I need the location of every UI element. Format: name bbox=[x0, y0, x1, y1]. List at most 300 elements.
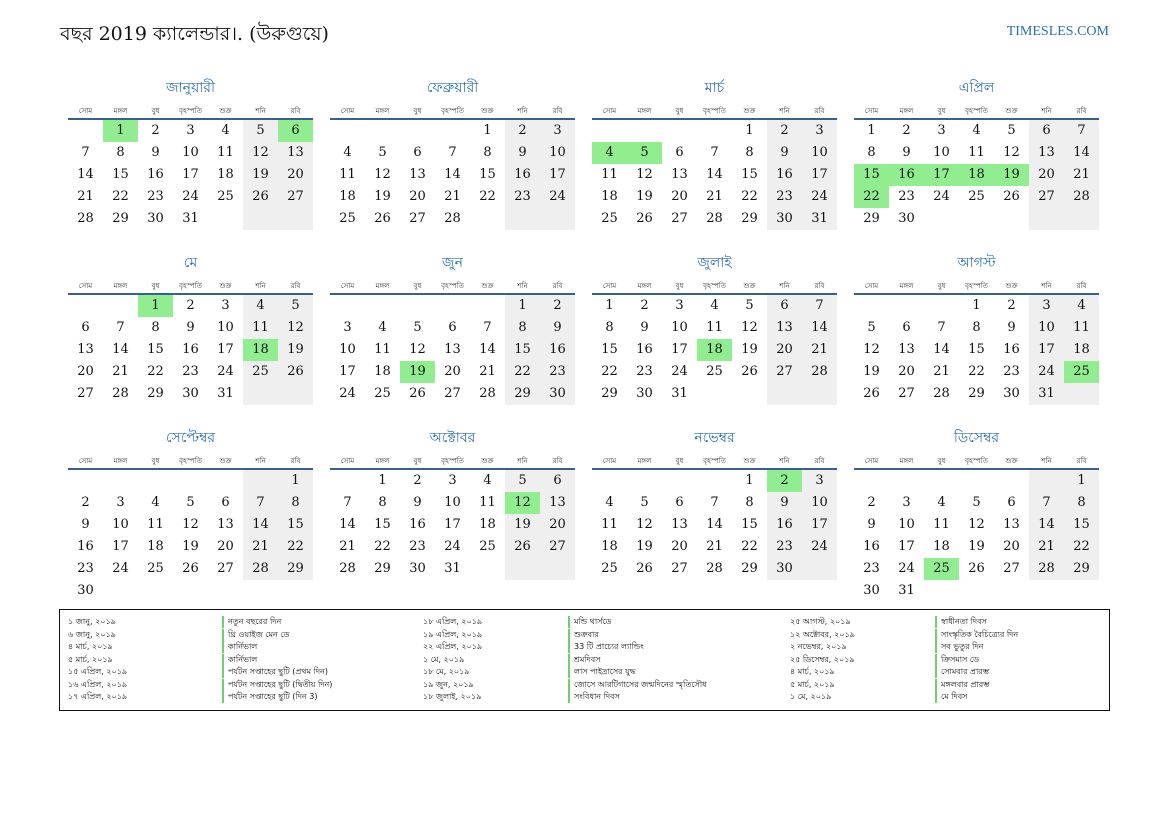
day-cell: 28 bbox=[444, 211, 461, 226]
day-cell: 12 bbox=[287, 320, 304, 335]
day-cell: 12 bbox=[863, 342, 880, 357]
day-cell: 21 bbox=[112, 364, 129, 379]
day-cell: 11 bbox=[252, 320, 269, 335]
day-cell: 15 bbox=[601, 342, 618, 357]
weekday-label: রবি bbox=[290, 107, 301, 115]
weekday-label: রবি bbox=[1076, 107, 1087, 115]
day-cell: 11 bbox=[601, 517, 618, 532]
day-cell: 19 bbox=[252, 167, 269, 182]
day-cell: 6 bbox=[448, 320, 457, 335]
day-cell: 7 bbox=[815, 298, 824, 313]
day-cell: 4 bbox=[937, 495, 946, 510]
day-cell: 5 bbox=[413, 320, 422, 335]
holiday-date: ৪ মার্চ, ২০১৯ bbox=[68, 642, 113, 651]
day-cell: 28 bbox=[811, 364, 828, 379]
holiday-date: ১৭ এপ্রিল, ২০১৯ bbox=[68, 692, 128, 701]
day-cell: 27 bbox=[1003, 561, 1020, 576]
day-cell: 16 bbox=[182, 342, 199, 357]
day-cell: 2 bbox=[413, 473, 422, 488]
day-cell: 4 bbox=[972, 123, 981, 138]
day-cell: 7 bbox=[448, 145, 457, 160]
day-cell: 30 bbox=[636, 386, 653, 401]
month-10 bbox=[330, 422, 575, 594]
day-cell: 28 bbox=[252, 561, 269, 576]
holiday-date: ৬ জানু, ২০১৯ bbox=[68, 629, 116, 639]
day-cell: 8 bbox=[518, 320, 527, 335]
day-cell: 6 bbox=[1007, 495, 1016, 510]
day-cell: 19 bbox=[863, 364, 880, 379]
day-cell: 31 bbox=[1038, 386, 1055, 401]
month-name: সেপ্টেম্বর bbox=[165, 430, 216, 446]
day-cell: 4 bbox=[256, 298, 265, 313]
weekday-label: বুধ bbox=[937, 107, 946, 115]
weekday-label: সোম bbox=[864, 457, 879, 465]
holiday-name: লাস পাইদ্রাসের যুদ্ধ bbox=[568, 666, 636, 678]
weekday-label: রবি bbox=[1076, 282, 1087, 290]
weekday-label: সোম bbox=[340, 107, 355, 115]
holiday-date: ৪ মার্চ, ২০১৯ bbox=[790, 667, 835, 676]
day-cell: 30 bbox=[776, 561, 793, 576]
day-cell: 23 bbox=[409, 539, 426, 554]
day-cell: 10 bbox=[444, 495, 461, 510]
day-cell: 3 bbox=[902, 495, 911, 510]
weekday-label: রবি bbox=[290, 282, 301, 290]
holiday-name: সোমবার প্রারম্ভ bbox=[935, 666, 989, 678]
day-cell: 25 bbox=[374, 386, 391, 401]
day-cell: 20 bbox=[776, 342, 793, 357]
day-cell: 3 bbox=[186, 123, 195, 138]
day-cell: 21 bbox=[77, 189, 94, 204]
day-cell: 7 bbox=[710, 145, 719, 160]
day-cell: 2 bbox=[780, 123, 789, 138]
day-cell: 21 bbox=[444, 189, 461, 204]
day-cell: 23 bbox=[549, 364, 566, 379]
day-cell: 9 bbox=[780, 495, 789, 510]
day-cell: 23 bbox=[776, 539, 793, 554]
weekday-label: মঙ্গল bbox=[375, 282, 390, 290]
day-cell: 24 bbox=[217, 364, 234, 379]
day-cell: 13 bbox=[217, 517, 234, 532]
weekday-label: শনি bbox=[779, 282, 790, 290]
day-cell: 2 bbox=[81, 495, 90, 510]
day-cell: 28 bbox=[933, 386, 950, 401]
holiday-date: ১৫ এপ্রিল, ২০১৯ bbox=[68, 667, 128, 676]
day-cell: 28 bbox=[1038, 561, 1055, 576]
day-cell: 21 bbox=[339, 539, 356, 554]
holiday-date: ৫ মার্চ, ২০১৯ bbox=[68, 654, 113, 664]
day-cell: 10 bbox=[182, 145, 199, 160]
weekday-label: শনি bbox=[1041, 457, 1052, 465]
day-cell: 20 bbox=[217, 539, 234, 554]
holiday-date: ১৬ এপ্রিল, ২০১৯ bbox=[68, 679, 128, 689]
day-cell: 17 bbox=[217, 342, 234, 357]
weekday-label: সোম bbox=[602, 107, 617, 115]
day-cell: 15 bbox=[112, 167, 129, 182]
weekday-label: বুধ bbox=[413, 457, 422, 465]
holiday-name: সব ভুতুর দিন bbox=[935, 641, 983, 653]
month-5 bbox=[68, 247, 313, 419]
day-cell: 28 bbox=[339, 561, 356, 576]
day-cell: 22 bbox=[374, 539, 391, 554]
day-cell: 2 bbox=[151, 123, 160, 138]
weekday-label: বুধ bbox=[675, 457, 684, 465]
weekday-label: শনি bbox=[255, 457, 266, 465]
day-cell: 4 bbox=[483, 473, 492, 488]
holiday-name: পর্যটন সপ্তাহের ছুটি (দিন 3) bbox=[222, 691, 317, 703]
weekday-label: শুক্র bbox=[481, 282, 494, 290]
weekday-label: বৃহস্পতি bbox=[703, 107, 726, 115]
holiday-day: 19 bbox=[400, 361, 435, 383]
day-cell: 25 bbox=[601, 561, 618, 576]
day-cell: 24 bbox=[444, 539, 461, 554]
day-cell: 10 bbox=[1038, 320, 1055, 335]
day-cell: 2 bbox=[640, 298, 649, 313]
day-cell: 26 bbox=[182, 561, 199, 576]
day-cell: 4 bbox=[605, 495, 614, 510]
day-cell: 29 bbox=[968, 386, 985, 401]
weekday-label: রবি bbox=[552, 107, 563, 115]
day-cell: 23 bbox=[147, 189, 164, 204]
day-cell: 28 bbox=[77, 211, 94, 226]
day-cell: 16 bbox=[77, 539, 94, 554]
day-cell: 19 bbox=[636, 539, 653, 554]
day-cell: 30 bbox=[147, 211, 164, 226]
day-cell: 17 bbox=[1038, 342, 1055, 357]
day-cell: 15 bbox=[479, 167, 496, 182]
holiday-date: ১৮ মে, ২০১৯ bbox=[423, 667, 470, 676]
holiday-day: 25 bbox=[924, 558, 959, 580]
day-cell: 20 bbox=[1038, 167, 1055, 182]
day-cell: 22 bbox=[741, 539, 758, 554]
weekday-label: রবি bbox=[814, 457, 825, 465]
day-cell: 6 bbox=[413, 145, 422, 160]
day-cell: 21 bbox=[706, 189, 723, 204]
day-cell: 11 bbox=[601, 167, 618, 182]
weekday-label: বুধ bbox=[937, 282, 946, 290]
day-cell: 17 bbox=[671, 342, 688, 357]
month-name: জুন bbox=[442, 255, 463, 271]
holiday-date: ১৯ এপ্রিল, ২০১৯ bbox=[423, 629, 483, 639]
day-cell: 14 bbox=[706, 517, 723, 532]
weekday-label: রবি bbox=[1076, 457, 1087, 465]
day-cell: 5 bbox=[256, 123, 265, 138]
day-cell: 8 bbox=[745, 145, 754, 160]
day-cell: 26 bbox=[636, 561, 653, 576]
month-name: ডিসেম্বর bbox=[953, 430, 1000, 446]
day-cell: 13 bbox=[1003, 517, 1020, 532]
day-cell: 31 bbox=[671, 386, 688, 401]
day-cell: 27 bbox=[776, 364, 793, 379]
day-cell: 7 bbox=[256, 495, 265, 510]
day-cell: 25 bbox=[601, 211, 618, 226]
day-cell: 26 bbox=[741, 364, 758, 379]
day-cell: 10 bbox=[549, 145, 566, 160]
weekday-label: রবি bbox=[552, 282, 563, 290]
holiday-date: ১২ অক্টোবর, ২০১৯ bbox=[790, 629, 855, 639]
weekday-label: সোম bbox=[78, 457, 93, 465]
day-cell: 6 bbox=[780, 298, 789, 313]
day-cell: 10 bbox=[811, 495, 828, 510]
day-cell: 12 bbox=[374, 167, 391, 182]
day-cell: 15 bbox=[514, 342, 531, 357]
holiday-day: 19 bbox=[994, 164, 1029, 186]
holiday-name: থ্রি ওয়াইজ মেন ডে bbox=[222, 629, 289, 641]
day-cell: 22 bbox=[514, 364, 531, 379]
holiday-name: মঙ্গলবার প্রারম্ভ bbox=[935, 679, 989, 691]
day-cell: 3 bbox=[815, 473, 824, 488]
day-cell: 11 bbox=[968, 145, 985, 160]
weekday-label: শুক্র bbox=[481, 457, 494, 465]
holiday-date: ২২ এপ্রিল, ২০১৯ bbox=[423, 642, 483, 651]
day-cell: 30 bbox=[549, 386, 566, 401]
day-cell: 5 bbox=[1007, 123, 1016, 138]
page-title: বছর 2019 ক্যালেন্ডার।. (উরুগুয়ে) bbox=[60, 23, 329, 45]
day-cell: 14 bbox=[252, 517, 269, 532]
day-cell: 23 bbox=[77, 561, 94, 576]
site-link[interactable]: TIMESLES.COM bbox=[1006, 24, 1109, 39]
day-cell: 7 bbox=[343, 495, 352, 510]
holiday-day: 18 bbox=[697, 339, 732, 361]
day-cell: 17 bbox=[339, 364, 356, 379]
holiday-name: কার্নিভাল bbox=[222, 654, 257, 666]
day-cell: 18 bbox=[217, 167, 234, 182]
day-cell: 20 bbox=[898, 364, 915, 379]
day-cell: 30 bbox=[77, 583, 94, 598]
day-cell: 12 bbox=[741, 320, 758, 335]
day-cell: 24 bbox=[339, 386, 356, 401]
day-cell: 14 bbox=[339, 517, 356, 532]
day-cell: 1 bbox=[483, 123, 492, 138]
day-cell: 19 bbox=[968, 539, 985, 554]
day-cell: 25 bbox=[339, 211, 356, 226]
weekday-label: মঙ্গল bbox=[899, 457, 914, 465]
weekday-label: শুক্র bbox=[1005, 457, 1018, 465]
day-cell: 31 bbox=[217, 386, 234, 401]
day-cell: 11 bbox=[147, 517, 164, 532]
day-cell: 18 bbox=[479, 517, 496, 532]
day-cell: 28 bbox=[706, 211, 723, 226]
weekday-label: মঙ্গল bbox=[899, 107, 914, 115]
day-cell: 30 bbox=[776, 211, 793, 226]
day-cell: 24 bbox=[811, 539, 828, 554]
day-cell: 16 bbox=[863, 539, 880, 554]
weekday-label: সোম bbox=[78, 282, 93, 290]
day-cell: 27 bbox=[217, 561, 234, 576]
day-cell: 1 bbox=[605, 298, 614, 313]
holiday-date: ২৫ আগস্ট, ২০১৯ bbox=[790, 617, 851, 626]
day-cell: 18 bbox=[601, 189, 618, 204]
holiday-day: 5 bbox=[627, 142, 662, 164]
day-cell: 30 bbox=[898, 211, 915, 226]
day-cell: 27 bbox=[898, 386, 915, 401]
day-cell: 26 bbox=[863, 386, 880, 401]
day-cell: 18 bbox=[339, 189, 356, 204]
holiday-list bbox=[59, 609, 1110, 711]
holiday-date: ১৮ এপ্রিল, ২০১৯ bbox=[423, 617, 483, 626]
day-cell: 27 bbox=[1038, 189, 1055, 204]
day-cell: 20 bbox=[671, 539, 688, 554]
day-cell: 9 bbox=[151, 145, 160, 160]
day-cell: 13 bbox=[287, 145, 304, 160]
day-cell: 10 bbox=[217, 320, 234, 335]
holiday-day: 2 bbox=[767, 470, 802, 492]
day-cell: 1 bbox=[972, 298, 981, 313]
day-cell: 21 bbox=[811, 342, 828, 357]
weekday-label: বুধ bbox=[937, 457, 946, 465]
day-cell: 19 bbox=[287, 342, 304, 357]
day-cell: 27 bbox=[77, 386, 94, 401]
holiday-date: ২ নভেম্বর, ২০১৯ bbox=[790, 642, 847, 651]
holiday-day: 1 bbox=[103, 120, 138, 142]
day-cell: 26 bbox=[252, 189, 269, 204]
day-cell: 17 bbox=[811, 517, 828, 532]
holiday-day: 18 bbox=[959, 164, 994, 186]
day-cell: 5 bbox=[745, 298, 754, 313]
weekday-label: সোম bbox=[340, 282, 355, 290]
day-cell: 7 bbox=[1077, 123, 1086, 138]
holiday-date: ৫ মার্চ, ২০১৯ bbox=[790, 679, 835, 689]
day-cell: 9 bbox=[518, 145, 527, 160]
day-cell: 20 bbox=[1003, 539, 1020, 554]
weekday-label: মঙ্গল bbox=[113, 107, 128, 115]
day-cell: 22 bbox=[147, 364, 164, 379]
day-cell: 6 bbox=[1042, 123, 1051, 138]
day-cell: 6 bbox=[81, 320, 90, 335]
day-cell: 12 bbox=[1003, 145, 1020, 160]
day-cell: 14 bbox=[77, 167, 94, 182]
day-cell: 9 bbox=[867, 517, 876, 532]
day-cell: 12 bbox=[636, 517, 653, 532]
weekday-label: মঙ্গল bbox=[637, 457, 652, 465]
day-cell: 22 bbox=[968, 364, 985, 379]
day-cell: 9 bbox=[902, 145, 911, 160]
day-cell: 15 bbox=[287, 517, 304, 532]
weekday-label: রবি bbox=[814, 107, 825, 115]
holiday-name: মে দিবস bbox=[935, 691, 967, 703]
day-cell: 6 bbox=[221, 495, 230, 510]
day-cell: 29 bbox=[863, 211, 880, 226]
day-cell: 3 bbox=[116, 495, 125, 510]
month-name: অক্টোবর bbox=[429, 430, 476, 446]
holiday-name: নতুন বছরের দিন bbox=[222, 616, 281, 628]
day-cell: 3 bbox=[1042, 298, 1051, 313]
day-cell: 26 bbox=[968, 561, 985, 576]
holiday-name: শ্রমদিবস bbox=[568, 654, 601, 666]
weekday-label: বৃহস্পতি bbox=[965, 457, 988, 465]
day-cell: 9 bbox=[780, 145, 789, 160]
day-cell: 1 bbox=[867, 123, 876, 138]
day-cell: 22 bbox=[112, 189, 129, 204]
day-cell: 7 bbox=[710, 495, 719, 510]
weekday-label: শনি bbox=[1041, 107, 1052, 115]
holiday-day: 16 bbox=[889, 164, 924, 186]
day-cell: 2 bbox=[553, 298, 562, 313]
day-cell: 7 bbox=[81, 145, 90, 160]
day-cell: 8 bbox=[972, 320, 981, 335]
weekday-label: শনি bbox=[517, 457, 528, 465]
weekday-label: মঙ্গল bbox=[375, 457, 390, 465]
month-name: নভেম্বর bbox=[694, 430, 735, 446]
holiday-name: পর্যটন সপ্তাহের ছুটি (প্রথম দিন) bbox=[222, 666, 328, 678]
weekday-label: সোম bbox=[864, 282, 879, 290]
weekday-label: মঙ্গল bbox=[375, 107, 390, 115]
holiday-day: 18 bbox=[243, 339, 278, 361]
day-cell: 9 bbox=[640, 320, 649, 335]
day-cell: 11 bbox=[1073, 320, 1090, 335]
day-cell: 12 bbox=[409, 342, 426, 357]
day-cell: 13 bbox=[1038, 145, 1055, 160]
holiday-name: ক্রিসমাস ডে bbox=[935, 654, 979, 666]
holiday-name: স্বাধীনতা দিবস bbox=[935, 616, 987, 628]
weekday-label: বুধ bbox=[151, 282, 160, 290]
day-cell: 18 bbox=[374, 364, 391, 379]
day-cell: 2 bbox=[902, 123, 911, 138]
weekday-label: মঙ্গল bbox=[899, 282, 914, 290]
month-name: মার্চ bbox=[704, 80, 725, 96]
day-cell: 24 bbox=[182, 189, 199, 204]
day-cell: 23 bbox=[776, 189, 793, 204]
day-cell: 31 bbox=[811, 211, 828, 226]
weekday-label: রবি bbox=[814, 282, 825, 290]
month-2 bbox=[330, 72, 575, 244]
weekday-label: শুক্র bbox=[1005, 107, 1018, 115]
day-cell: 19 bbox=[374, 189, 391, 204]
day-cell: 5 bbox=[186, 495, 195, 510]
day-cell: 5 bbox=[378, 145, 387, 160]
header-rule bbox=[854, 468, 1099, 470]
day-cell: 1 bbox=[378, 473, 387, 488]
month-9 bbox=[68, 422, 313, 598]
day-cell: 16 bbox=[776, 167, 793, 182]
day-cell: 10 bbox=[933, 145, 950, 160]
day-cell: 19 bbox=[741, 342, 758, 357]
holiday-day: 4 bbox=[592, 142, 627, 164]
day-cell: 13 bbox=[898, 342, 915, 357]
day-cell: 25 bbox=[479, 539, 496, 554]
day-cell: 10 bbox=[339, 342, 356, 357]
day-cell: 13 bbox=[549, 495, 566, 510]
day-cell: 21 bbox=[479, 364, 496, 379]
weekday-label: বুধ bbox=[675, 107, 684, 115]
day-cell: 10 bbox=[671, 320, 688, 335]
holiday-name: 33 টি প্রাচ্যের ল্যান্ডিং bbox=[568, 641, 644, 653]
day-cell: 21 bbox=[933, 364, 950, 379]
day-cell: 8 bbox=[291, 495, 300, 510]
weekday-label: শনি bbox=[517, 107, 528, 115]
day-cell: 9 bbox=[1007, 320, 1016, 335]
day-cell: 13 bbox=[671, 517, 688, 532]
day-cell: 22 bbox=[287, 539, 304, 554]
weekday-label: শুক্র bbox=[743, 107, 756, 115]
day-cell: 9 bbox=[186, 320, 195, 335]
day-cell: 11 bbox=[933, 517, 950, 532]
day-cell: 13 bbox=[444, 342, 461, 357]
day-cell: 8 bbox=[745, 495, 754, 510]
day-cell: 18 bbox=[601, 539, 618, 554]
day-cell: 1 bbox=[745, 473, 754, 488]
day-cell: 24 bbox=[933, 189, 950, 204]
holiday-name: মন্ডি থার্সডে bbox=[568, 616, 612, 628]
day-cell: 8 bbox=[378, 495, 387, 510]
day-cell: 14 bbox=[112, 342, 129, 357]
day-cell: 8 bbox=[116, 145, 125, 160]
day-cell: 26 bbox=[287, 364, 304, 379]
day-cell: 15 bbox=[741, 167, 758, 182]
day-cell: 8 bbox=[605, 320, 614, 335]
weekday-label: শুক্র bbox=[219, 282, 232, 290]
day-cell: 19 bbox=[636, 189, 653, 204]
day-cell: 8 bbox=[867, 145, 876, 160]
